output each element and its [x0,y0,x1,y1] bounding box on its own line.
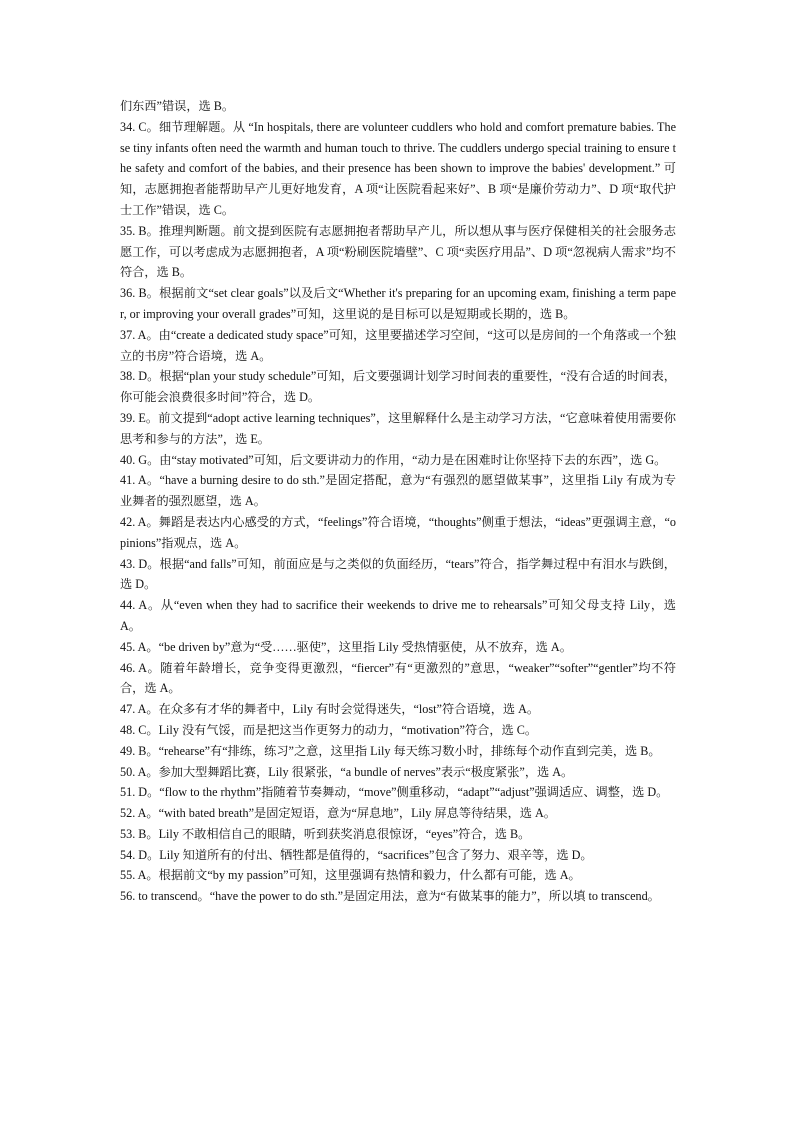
answer-item-44: 44. A。从“even when they had to sacrifice their weekends to drive me to rehearsals”可知父母支持 Lily，选 A。 [120,598,676,633]
answer-item-49: 49. B。“rehearse”有“排练，练习”之意，这里指 Lily 每天练习数小时，排练每个动作直到完美，选 B。 [120,743,661,758]
answer-item-52: 52. A。“with bated breath”是固定短语，意为“屏息地”，Lily 屏息等待结果，选 A。 [120,806,556,821]
answer-item-47: 47. A。在众多有才华的舞者中，Lily 有时会觉得迷失，“lost”符合语境，选 A。 [120,702,540,717]
answer-item-55: 55. A。根据前文“by my passion”可知，这里强调有热情和毅力，什么都有可能，选 A。 [120,868,581,883]
answer-item-39: 39. E。前文提到“adopt active learning techniques”，这里解释什么是主动学习方法，“它意味着使用需要你思考和参与的方法”，选 E。 [120,410,676,446]
answer-item-33-tail: 们东西”错误，选 B。 [120,99,235,113]
answer-item-41: 41. A。“have a burning desire to do sth.”是固定搭配，意为“有强烈的愿望做某事”，这里指 Lily 有成为专业舞者的强烈愿望，选 A。 [120,473,676,509]
answer-item-50: 50. A。参加大型舞蹈比赛，Lily 很紧张，“a bundle of nerves”表示“极度紧张”，选 A。 [120,764,574,779]
answer-item-36: 36. B。根据前文“set clear goals”以及后文“Whether it's preparing for an upcoming exam, finishing a term paper, or improving your overall grades”可知，这里说的是目标可以是短期或长期的，选 B。 [120,286,676,321]
answer-item-34: 34. C。细节理解题。从 “In hospitals, there are volunteer cuddlers who hold and comfort premature babies. These tiny infants often need the warmth and human touch to thrive. The cuddlers undergo special training to ensure the safety and comfort of the babies, and their presence has been shown to improve the babies' development.” 可知，志愿拥抱者能帮助早产儿更好地发育，A 项“让医院看起来好”、B 项“是廉价劳动力”、D 项“取代护士工作”错误，选 C。 [120,119,676,217]
answer-item-48: 48. C。Lily 没有气馁，而是把这当作更努力的动力，“motivation”符合，选 C。 [120,722,538,737]
answer-item-54: 54. D。Lily 知道所有的付出、牺牲都是值得的，“sacrifices”包含了努力、艰辛等，选 D。 [120,847,593,862]
answer-item-53: 53. B。Lily 不敢相信自己的眼睛，听到获奖消息很惊讶，“eyes”符合，选 B。 [120,826,531,841]
answer-item-45: 45. A。“be driven by”意为“受……驱使”，这里指 Lily 受热情驱使，从不放弃，选 A。 [120,639,572,654]
answer-item-51: 51. D。“flow to the rhythm”指随着节奏舞动，“move”侧重移动，“adapt”“adjust”强调适应、调整，选 D。 [120,785,669,800]
answer-item-35: 35. B。推理判断题。前文提到医院有志愿拥抱者帮助早产儿，所以想从事与医疗保健相关的社会服务志愿工作，可以考虑成为志愿拥抱者，A 项“粉刷医院墙壁”、C 项“卖医疗用品”、D 项“忽视病人需求”均不符合，选 B。 [120,223,676,280]
answer-item-46: 46. A。随着年龄增长，竞争变得更激烈，“fiercer”有“更激烈的”意思，“weaker”“softer”“gentler”均不符合，选 A。 [120,660,676,696]
answer-item-56: 56. to transcend。“have the power to do sth.”是固定用法，意为“有做某事的能力”，所以填 to transcend。 [120,889,660,904]
answer-item-40: 40. G。由“stay motivated”可知，后文要讲动力的作用，“动力是在困难时让你坚持下去的东西”，选 G。 [120,452,667,467]
answer-item-38: 38. D。根据“plan your study schedule”可知，后文要强调计划学习时间表的重要性，“没有合适的时间表，你可能会浪费很多时间”符合，选 D。 [120,369,676,405]
answer-explanations [120,96,676,907]
answer-item-37: 37. A。由“create a dedicated study space”可知，这里要描述学习空间，“这可以是房间的一个角落或一个独立的书房”符合语境，选 A。 [120,327,676,363]
answer-item-43: 43. D。根据“and falls”可知，前面应是与之类似的负面经历，“tears”符合，指学舞过程中有泪水与跌倒，选 D。 [120,556,676,592]
answer-item-42: 42. A。舞蹈是表达内心感受的方式，“feelings”符合语境，“thoughts”侧重于想法，“ideas”更强调主意，“opinions”指观点，选 A。 [120,514,676,550]
